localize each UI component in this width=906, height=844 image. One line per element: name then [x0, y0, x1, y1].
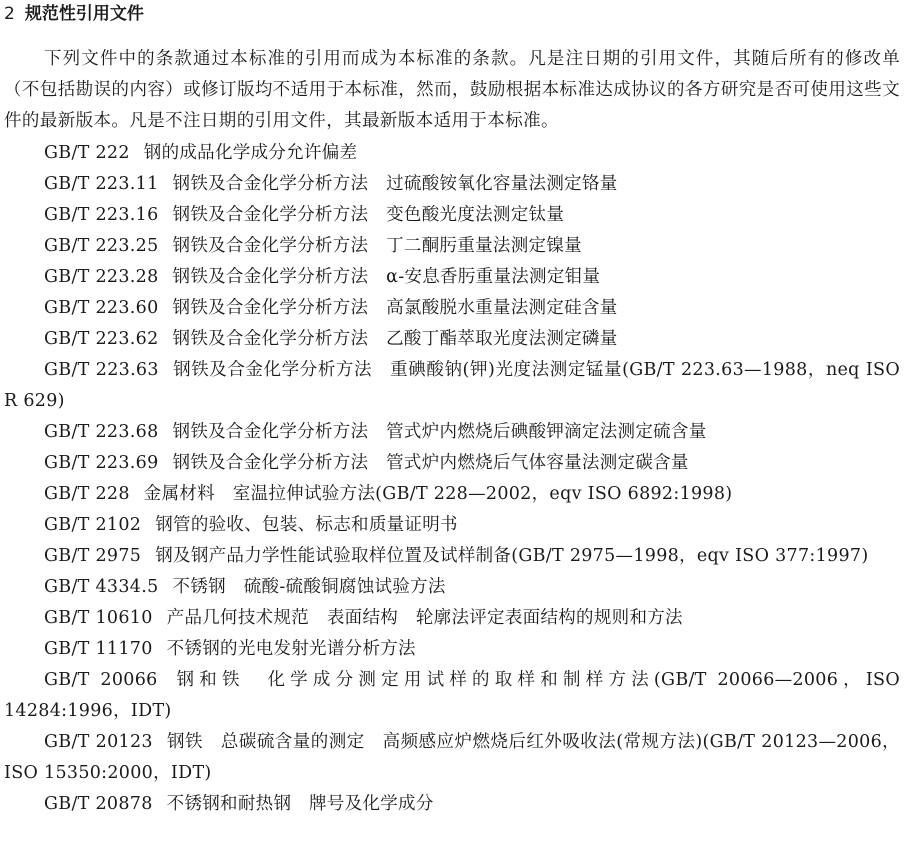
reference-code: GB/T 228: [44, 484, 130, 504]
reference-title: 钢铁及合金化学分析方法 变色酸光度法测定钛量: [172, 205, 565, 225]
reference-code: GB/T 223.68: [44, 422, 159, 442]
reference-code: GB/T 223.11: [44, 174, 159, 194]
reference-title: 钢铁及合金化学分析方法 重碘酸钠(钾)光度法测定锰量(GB/T 223.63—1988，neq ISO R 629): [4, 360, 900, 411]
reference-code: GB/T 20878: [44, 794, 153, 814]
reference-item: [4, 169, 900, 200]
reference-title: 钢铁及合金化学分析方法 乙酸丁酯萃取光度法测定磷量: [172, 329, 618, 349]
reference-code: GB/T 223.63: [44, 360, 159, 380]
reference-code: GB/T 2975: [44, 546, 142, 566]
reference-title: 钢铁及合金化学分析方法 过硫酸铵氧化容量法测定铬量: [172, 174, 618, 194]
reference-title: 金属材料 室温拉伸试验方法(GB/T 228—2002，eqv ISO 6892:1998): [143, 484, 733, 504]
reference-code: GB/T 223.62: [44, 329, 159, 349]
reference-code: GB/T 223.16: [44, 205, 159, 225]
reference-item: [4, 634, 900, 665]
reference-item: [4, 603, 900, 634]
reference-code: GB/T 10610: [44, 608, 153, 628]
reference-item: [4, 200, 900, 231]
reference-item: [4, 572, 900, 603]
reference-item: [4, 262, 900, 293]
reference-item: [4, 417, 900, 448]
reference-title: 钢管的验收、包装、标志和质量证明书: [155, 515, 458, 535]
reference-code: GB/T 20123: [44, 732, 153, 752]
reference-item: [4, 479, 900, 510]
section-heading: [4, 3, 144, 25]
reference-title: 钢铁及合金化学分析方法 管式炉内燃烧后气体容量法测定碳含量: [172, 453, 689, 473]
section-number: 2: [4, 4, 15, 24]
reference-item: [4, 138, 900, 169]
reference-code: GB/T 223.28: [44, 267, 159, 287]
reference-title: 钢铁及合金化学分析方法 丁二酮肟重量法测定镍量: [172, 236, 582, 256]
reference-code: GB/T 2102: [44, 515, 142, 535]
reference-item: [4, 510, 900, 541]
reference-item: [4, 324, 900, 355]
reference-code: GB/T 223.60: [44, 298, 159, 318]
reference-title: 不锈钢 硫酸-硫酸铜腐蚀试验方法: [172, 577, 446, 597]
reference-item: [4, 665, 900, 727]
reference-title: 钢的成品化学成分允许偏差: [143, 143, 358, 163]
reference-title: 钢铁 总碳硫含量的测定 高频感应炉燃烧后红外吸收法(常规方法)(GB/T 20123—2006，ISO 15350:2000，IDT): [4, 732, 900, 783]
reference-item: [4, 541, 900, 572]
reference-title: 钢和铁 化学成分测定用试样的取样和制样方法(GB/T 20066—2006，ISO 14284:1996，IDT): [4, 670, 900, 721]
reference-title: 产品几何技术规范 表面结构 轮廓法评定表面结构的规则和方法: [166, 608, 683, 628]
reference-item: [4, 789, 900, 820]
reference-list: [4, 138, 900, 820]
reference-code: GB/T 222: [44, 143, 130, 163]
section-title: 规范性引用文件: [24, 4, 144, 24]
reference-title: 钢及钢产品力学性能试验取样位置及试样制备(GB/T 2975—1998，eqv ISO 377:1997): [155, 546, 869, 566]
reference-code: GB/T 11170: [44, 639, 153, 659]
reference-title: 不锈钢和耐热钢 牌号及化学成分: [166, 794, 434, 814]
reference-code: GB/T 223.69: [44, 453, 159, 473]
reference-item: [4, 293, 900, 324]
reference-item: [4, 448, 900, 479]
reference-title: 钢铁及合金化学分析方法 α-安息香肟重量法测定钼量: [172, 267, 601, 287]
reference-item: [4, 231, 900, 262]
reference-code: GB/T 20066: [44, 670, 158, 690]
intro-paragraph: 下列文件中的条款通过本标准的引用而成为本标准的条款。凡是注日期的引用文件，其随后所有的修改单（不包括勘误的内容）或修订版均不适用于本标准，然而，鼓励根据本标准达成协议的各方研究是否可使用这些文件的最新版本。凡是不注日期的引用文件，其最新版本适用于本标准。: [4, 49, 900, 131]
reference-code: GB/T 223.25: [44, 236, 159, 256]
reference-code: GB/T 4334.5: [44, 577, 159, 597]
reference-item: [4, 355, 900, 417]
reference-title: 不锈钢的光电发射光谱分析方法: [166, 639, 416, 659]
reference-title: 钢铁及合金化学分析方法 管式炉内燃烧后碘酸钾滴定法测定硫含量: [172, 422, 707, 442]
reference-title: 钢铁及合金化学分析方法 高氯酸脱水重量法测定硅含量: [172, 298, 618, 318]
reference-item: [4, 727, 900, 789]
